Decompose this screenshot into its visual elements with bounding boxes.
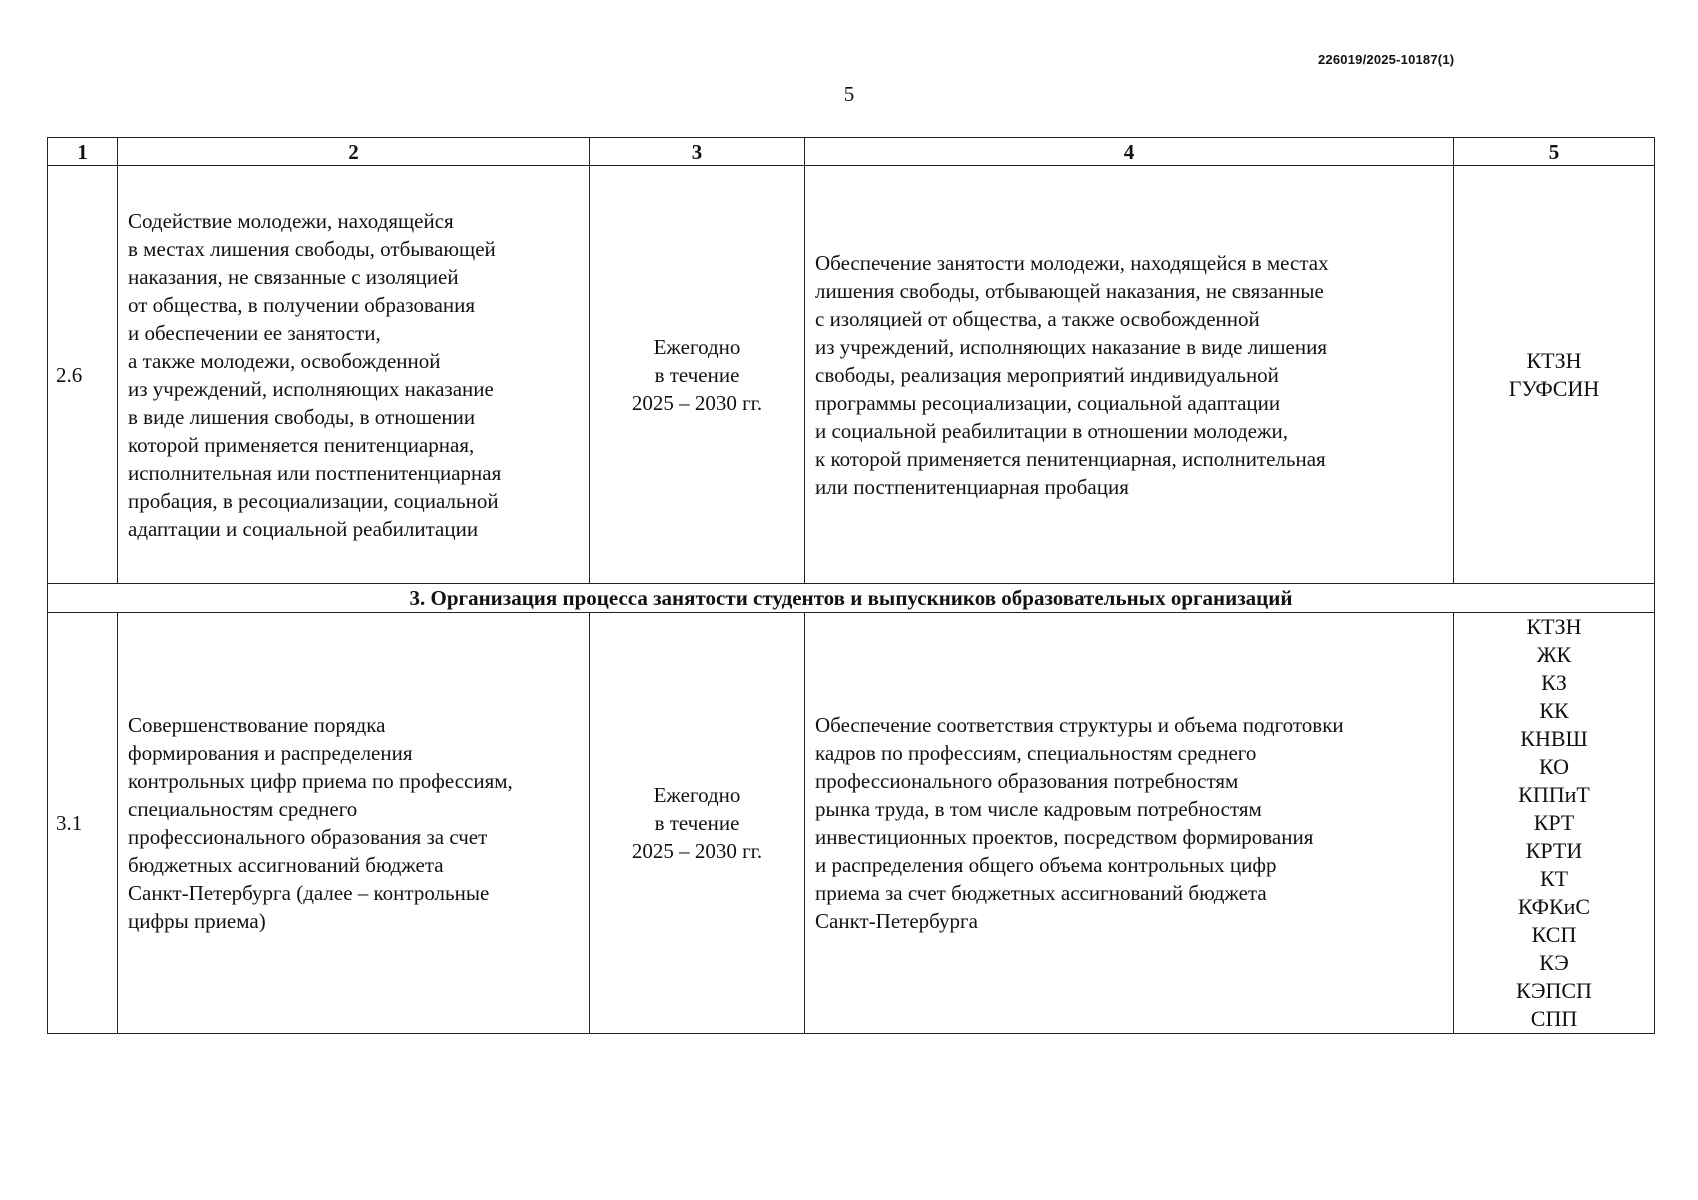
result-line: из учреждений, исполняющих наказание в виде лишения — [815, 334, 1327, 359]
responsible-entry: КО — [1538, 754, 1569, 779]
header-col-3: 3 — [590, 138, 805, 166]
responsible-entry: КЭПСП — [1516, 978, 1592, 1003]
term-cell — [590, 613, 805, 1034]
document-id: 226019/2025-10187(1) — [1318, 52, 1455, 67]
result-cell — [805, 166, 1454, 584]
responsible-entry: ГУФСИН — [1508, 375, 1600, 401]
section-heading-row — [48, 584, 1655, 613]
responsible-entry: КСП — [1531, 922, 1577, 947]
result-line: инвестиционных проектов, посредством формирования — [815, 825, 1314, 849]
measure-line: наказания, не связанные с изоляцией — [128, 264, 459, 289]
result-line: лишения свободы, отбывающей наказания, не связанные — [815, 278, 1324, 303]
responsible-entry: КТЗН — [1526, 614, 1582, 639]
result-line: рынка труда, в том числе кадровым потребностям — [815, 797, 1262, 821]
result-line: или постпенитенциарная пробация — [815, 474, 1129, 499]
responsible-entry: КТЗН — [1526, 347, 1582, 373]
result-line: свободы, реализация мероприятий индивидуальной — [815, 362, 1279, 387]
result-line: профессионального образования потребностям — [815, 769, 1239, 793]
term-line: в течение — [654, 811, 740, 835]
term-cell — [590, 166, 805, 584]
result-line: Обеспечение занятости молодежи, находящейся в местах — [815, 250, 1329, 275]
header-col-4: 4 — [805, 138, 1454, 166]
result-line: и распределения общего объема контрольных цифр — [815, 853, 1277, 877]
measure-line: адаптации и социальной реабилитации — [128, 516, 479, 541]
row-number: 3.1 — [48, 613, 118, 1034]
term-line: в течение — [654, 362, 740, 387]
result-line: кадров по профессиям, специальностям среднего — [815, 741, 1257, 765]
responsible-entry: КНВШ — [1520, 726, 1588, 751]
responsible-cell — [1454, 166, 1655, 584]
responsible-entry: СПП — [1530, 1006, 1578, 1031]
measure-line: в виде лишения свободы, в отношении — [128, 404, 476, 429]
responsible-entry: КЗ — [1541, 670, 1567, 695]
header-col-5: 5 — [1454, 138, 1655, 166]
responsible-cell — [1454, 613, 1655, 1034]
measure-line: а также молодежи, освобожденной — [128, 348, 441, 373]
result-line: программы ресоциализации, социальной адаптации — [815, 390, 1281, 415]
term-line: Ежегодно — [653, 783, 741, 807]
measure-line: специальностям среднего — [128, 797, 358, 821]
header-row — [48, 138, 1655, 166]
measure-line: Санкт-Петербурга (далее – контрольные — [128, 881, 490, 905]
section-title: 3. Организация процесса занятости студентов и выпускников образовательных организаций — [48, 584, 1655, 613]
responsible-entry: КРТ — [1533, 810, 1575, 835]
measure-line: в местах лишения свободы, отбывающей — [128, 236, 496, 261]
result-line: Обеспечение соответствия структуры и объема подготовки — [815, 713, 1344, 737]
responsible-entry: КК — [1539, 698, 1569, 723]
responsible-entry: КРТИ — [1525, 838, 1583, 863]
measure-line: цифры приема) — [128, 909, 266, 933]
measure-line: Содействие молодежи, находящейся — [128, 208, 454, 233]
result-line: Санкт-Петербурга — [815, 909, 978, 933]
measure-line: бюджетных ассигнований бюджета — [128, 853, 444, 877]
responsible-entry: КЭ — [1539, 950, 1569, 975]
responsible-entry: КППиТ — [1518, 782, 1590, 807]
measure-line: исполнительная или постпенитенциарная — [128, 460, 502, 485]
responsible-entry: КФКиС — [1517, 894, 1591, 919]
table-row-2-6 — [48, 166, 1655, 584]
term-line: Ежегодно — [653, 334, 741, 359]
measure-cell — [118, 613, 590, 1034]
row-number: 2.6 — [48, 166, 118, 584]
term-line: 2025 – 2030 гг. — [631, 390, 763, 415]
measure-line: из учреждений, исполняющих наказание — [128, 376, 494, 401]
result-line: приема за счет бюджетных ассигнований бюджета — [815, 881, 1267, 905]
measure-line: и обеспечении ее занятости, — [128, 320, 381, 345]
measure-line: контрольных цифр приема по профессиям, — [128, 769, 513, 793]
responsible-entry: КТ — [1539, 866, 1569, 891]
measure-line: от общества, в получении образования — [128, 292, 476, 317]
header-col-1: 1 — [48, 138, 118, 166]
responsible-entry: ЖК — [1536, 642, 1572, 667]
result-line: с изоляцией от общества, а также освобожденной — [815, 306, 1260, 331]
measure-line: профессионального образования за счет — [128, 825, 488, 849]
header-col-2: 2 — [118, 138, 590, 166]
result-line: к которой применяется пенитенциарная, исполнительная — [815, 446, 1326, 471]
result-cell — [805, 613, 1454, 1034]
measure-cell — [118, 166, 590, 584]
measure-line: которой применяется пенитенциарная, — [128, 432, 475, 457]
plan-table — [47, 137, 1655, 1034]
table-row-3-1 — [48, 613, 1655, 1034]
page-number: 5 — [843, 82, 855, 106]
term-line: 2025 – 2030 гг. — [631, 839, 763, 863]
measure-line: формирования и распределения — [128, 741, 413, 765]
result-line: и социальной реабилитации в отношении молодежи, — [815, 418, 1288, 443]
measure-line: Совершенствование порядка — [128, 713, 386, 737]
measure-line: пробация, в ресоциализации, социальной — [128, 488, 499, 513]
